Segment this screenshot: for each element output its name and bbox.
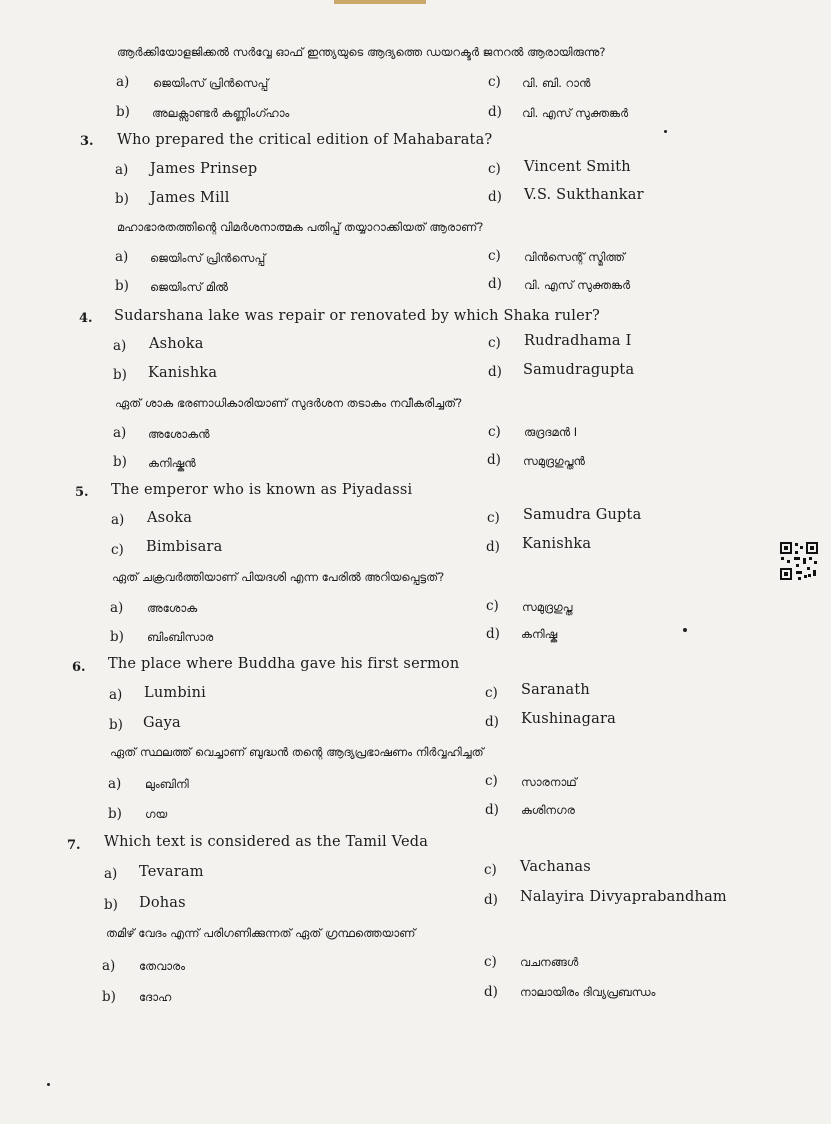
q5-ml-d-label: d): [486, 626, 500, 642]
q2-ml-a-label: a): [116, 74, 130, 90]
q4-option-d: Samudragupta: [523, 362, 635, 378]
q6-ml-a-label: a): [108, 776, 122, 792]
q4-a-label: a): [113, 338, 127, 354]
q7-a-label: a): [104, 866, 118, 882]
q5-option-a: Asoka: [147, 510, 193, 526]
qr-code-icon: [779, 541, 819, 581]
q4-ml-a-label: a): [113, 425, 127, 441]
q7-d-label: d): [484, 892, 498, 908]
q7-ml-d: നാലായിരം ദിവ്യപ്രബന്ധം: [520, 985, 656, 999]
q5-number: 5.: [75, 485, 89, 500]
q6-option-d: Kushinagara: [521, 711, 616, 727]
q6-option-a: Lumbini: [144, 685, 207, 701]
q2-ml-c: വി. ബി. റാൻ: [522, 76, 591, 90]
scan-speck: [664, 130, 667, 133]
q3-option-b: James Mill: [150, 190, 230, 206]
q4-ml-b: കനിഷ്കൻ: [148, 456, 196, 470]
q3-c-label: c): [488, 161, 501, 177]
q7-option-b: Dohas: [139, 895, 186, 911]
q2-ml-b: അലക്സാണ്ടർ കണ്ണിംഗ്ഹാം: [152, 106, 290, 120]
q5-ml-a-label: a): [110, 600, 124, 616]
q4-b-label: b): [113, 367, 127, 383]
q5-ml-question: ഏത് ചക്രവർത്തിയാണ് പിയദശി എന്ന പേരിൽ അറിയപ്പെട്ടത്?: [112, 570, 445, 584]
q5-c-label: c): [487, 510, 500, 526]
q4-ml-question: ഏത് ശാക ഭരണാധികാരിയാണ് സുദർശന തടാകം നവീകരിച്ചത്?: [115, 396, 463, 410]
q7-ml-b-label: b): [102, 989, 116, 1005]
q7-ml-a: തേവാരം: [139, 959, 186, 973]
q3-question: Who prepared the critical edition of Mahabarata?: [117, 132, 493, 148]
q6-b-label: b): [109, 717, 123, 733]
q4-number: 4.: [79, 311, 93, 326]
q6-ml-b-label: b): [108, 806, 122, 822]
q7-option-a: Tevaram: [139, 864, 204, 880]
q2-ml-a: ജെയിംസ് പ്രിൻസെപ്പ്: [153, 76, 269, 90]
q6-ml-a: ലുംബിനി: [145, 777, 189, 791]
q7-option-d: Nalayira Divyaprabandham: [520, 889, 727, 905]
q5-ml-a: അശോക: [147, 601, 198, 615]
q7-b-label: b): [104, 897, 118, 913]
q5-question: The emperor who is known as Piyadassi: [111, 482, 413, 498]
q2-ml-d-label: d): [488, 104, 502, 120]
q2-ml-d: വി. എസ് സുക്തങ്കർ: [522, 106, 629, 120]
q4-ml-d: സമുദ്രഗുപ്തൻ: [523, 454, 585, 468]
q6-d-label: d): [485, 714, 499, 730]
q3-ml-a-label: a): [115, 249, 129, 265]
q6-option-b: Gaya: [143, 715, 181, 731]
scan-speck: [47, 1083, 50, 1086]
q7-ml-a-label: a): [102, 958, 116, 974]
q5-option-b: Bimbisara: [146, 539, 223, 555]
q5-d-label: d): [486, 539, 500, 555]
q3-option-a: James Prinsep: [150, 161, 258, 177]
q5-ml-c-label: c): [486, 598, 499, 614]
scan-speck: [683, 628, 687, 632]
q6-option-c: Saranath: [521, 682, 590, 698]
q3-ml-question: മഹാഭാരതത്തിന്റെ വിമർശനാത്മക പതിപ്പ് തയ്യാറാക്കിയത് ആരാണ്?: [117, 220, 484, 234]
q3-ml-b-label: b): [115, 278, 129, 294]
q3-option-d: V.S. Sukthankar: [524, 187, 644, 203]
q6-ml-c-label: c): [485, 773, 498, 789]
q7-ml-c: വചനങ്ങൾ: [520, 955, 579, 969]
q4-option-c: Rudradhama I: [524, 333, 632, 349]
q4-ml-c-label: c): [488, 424, 501, 440]
q5-a-label: a): [111, 512, 125, 528]
q3-ml-a: ജെയിംസ് പ്രിൻസെപ്പ്: [150, 251, 266, 265]
q5-ml-d: കനിഷ്ക: [521, 627, 558, 641]
q7-ml-c-label: c): [484, 954, 497, 970]
q3-ml-c-label: c): [488, 248, 501, 264]
q7-ml-b: ദോഹ: [139, 990, 172, 1004]
q5-b-label: c): [111, 542, 124, 558]
q5-option-d: Kanishka: [522, 536, 592, 552]
q7-number: 7.: [67, 838, 81, 853]
q3-b-label: b): [115, 191, 129, 207]
q3-ml-b: ജെയിംസ് മിൽ: [150, 280, 228, 294]
q4-question: Sudarshana lake was repair or renovated by which Shaka ruler?: [114, 308, 601, 324]
q3-ml-d-label: d): [488, 276, 502, 292]
q5-ml-b-label: b): [110, 629, 124, 645]
q3-d-label: d): [488, 189, 502, 205]
q6-ml-b: ഗയ: [145, 807, 168, 821]
q3-option-c: Vincent Smith: [524, 159, 631, 175]
q3-ml-d: വി. എസ് സുക്തങ്കർ: [524, 278, 631, 292]
q4-option-a: Ashoka: [149, 336, 204, 352]
q2-ml-b-label: b): [116, 104, 130, 120]
q4-d-label: d): [488, 364, 502, 380]
q2-ml-c-label: c): [488, 74, 501, 90]
q3-number: 3.: [80, 134, 94, 149]
q6-ml-question: ഏത് സ്ഥലത്ത് വെച്ചാണ് ബുദ്ധൻ തന്റെ ആദ്യപ്രഭാഷണം നിർവ്വഹിച്ചത്: [110, 745, 484, 759]
q7-ml-d-label: d): [484, 984, 498, 1000]
q4-ml-c: രുദ്രദമൻ I: [524, 425, 578, 439]
q4-option-b: Kanishka: [148, 365, 218, 381]
q4-c-label: c): [488, 335, 501, 351]
q6-ml-c: സാരനാഥ്: [521, 775, 577, 789]
q4-ml-d-label: d): [487, 452, 501, 468]
page-top-edge: [334, 0, 426, 4]
q3-ml-c: വിൻസെന്റ് സ്മിത്ത്: [524, 250, 625, 264]
q6-number: 6.: [72, 660, 86, 675]
q6-question: The place where Buddha gave his first sermon: [108, 656, 460, 672]
q3-a-label: a): [115, 162, 129, 178]
q4-ml-a: അശോകൻ: [148, 427, 210, 441]
q7-ml-question: തമിഴ് വേദം എന്ന് പരിഗണിക്കുന്നത് ഏത് ഗ്രന്ഥത്തെയാണ്: [106, 926, 416, 940]
q6-a-label: a): [109, 687, 123, 703]
q5-ml-b: ബിംബിസാര: [147, 630, 214, 644]
q2-ml-question: ആർക്കിയോളജിക്കൽ സർവ്വേ ഓഫ് ഇന്ത്യയുടെ ആദ്യത്തെ ഡയറക്ടർ ജനറൽ ആരായിരുന്നു?: [117, 45, 606, 59]
q6-ml-d: കുശിനഗര: [521, 803, 575, 817]
q7-question: Which text is considered as the Tamil Veda: [104, 834, 429, 850]
q7-c-label: c): [484, 862, 497, 878]
q7-option-c: Vachanas: [520, 859, 591, 875]
q5-option-c: Samudra Gupta: [523, 507, 642, 523]
q6-c-label: c): [485, 685, 498, 701]
q5-ml-c: സമുദ്രഗുപ്ത: [522, 600, 573, 614]
q6-ml-d-label: d): [485, 802, 499, 818]
q4-ml-b-label: b): [113, 454, 127, 470]
